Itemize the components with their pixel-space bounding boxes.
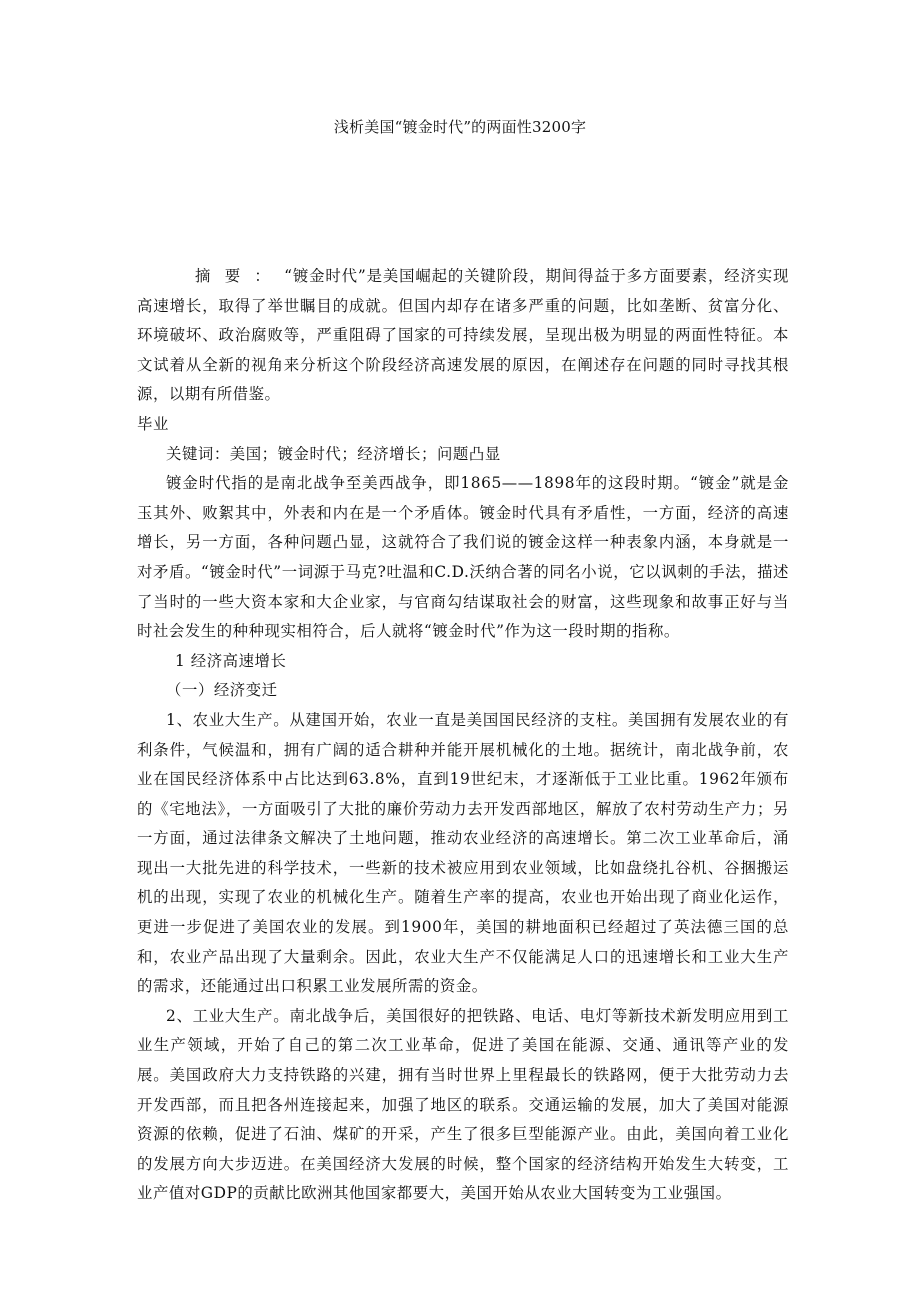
document-body: [137, 262, 789, 1209]
document-title: 浅析美国“镀金时代”的两面性3200字: [333, 118, 587, 136]
abstract-paragraph: [137, 262, 789, 410]
abstract-label: 摘要：: [195, 267, 285, 285]
subsection-heading-economic-change: （一）经济变迁: [166, 681, 278, 700]
intro-paragraph: 镀金时代指的是南北战争至美西战争，即1865——1898年的这段时期。“镀金”就是金玉其外、败絮其中，外表和内在是一个矛盾体。镀金时代具有矛盾性，一方面，经济的高速增长，另一方面，各种问题凸显，这就符合了我们说的镀金这样一种表象内涵，本身就是一对矛盾。“镀金时代”一词源于马克?吐温和C.D.沃纳合著的同名小说，它以讽刺的手法，描述了当时的一些大资本家和大企业家，与官商勾结谋取社会的财富，这些现象和故事正好与当时社会发生的种种现实相符合，后人就将“镀金时代”作为这一段时期的指称。: [137, 474, 789, 641]
agriculture-paragraph: 1、农业大生产。从建国开始，农业一直是美国国民经济的支柱。美国拥有发展农业的有利条件，气候温和，拥有广阔的适合耕种并能开展机械化的土地。据统计，南北战争前，农业在国民经济体系中占比达到63.8%，直到19世纪末，才逐渐低于工业比重。1962年颁布的《宅地法》，一方面吸引了大批的廉价劳动力去开发西部地区，解放了农村劳动生产力；另一方面，通过法律条文解决了土地问题，推动农业经济的高速增长。第二次工业革命后，涌现出一大批先进的科学技术，一些新的技术被应用到农业领域，比如盘绕扎谷机、谷捆搬运机的出现，实现了农业的机械化生产。随着生产率的提高，农业也开始出现了商业化运作，更进一步促进了美国农业的发展。到1900年，美国的耕地面积已经超过了英法德三国的总和，农业产品出现了大量剩余。因此，农业大生产不仅能满足人口的迅速增长和工业大生产的需求，还能通过出口积累工业发展所需的资金。: [137, 710, 789, 996]
industry-paragraph: 2、工业大生产。南北战争后，美国很好的把铁路、电话、电灯等新技术新发明应用到工业生产领域，开始了自己的第二次工业革命，促进了美国在能源、交通、通讯等产业的发展。美国政府大力支持铁路的兴建，拥有当时世界上里程最长的铁路网，便于大批劳动力去开发西部，而且把各州连接起来，加强了地区的联系。交通运输的发展，加大了美国对能源资源的依赖，促进了石油、煤矿的开采，产生了很多巨型能源产业。由此，美国向着工业化的发展方向大步迈进。在美国经济大发展的时候，整个国家的经济结构开始发生大转变，工业产值对GDP的贡献比欧洲其他国家都要大，美国开始从农业大国转变为工业强国。: [137, 1006, 789, 1203]
abstract-text: “镀金时代”是美国崛起的关键阶段，期间得益于多方面要素，经济实现高速增长，取得了举世瞩目的成就。但国内却存在诸多严重的问题，比如垄断、贫富分化、环境破坏、政治腐败等，严重阻碍了国家的可持续发展，呈现出极为明显的两面性特征。本文试着从全新的视角来分析这个阶段经济高速发展的原因，在阐述存在问题的同时寻找其根源，以期有所借鉴。: [137, 267, 789, 404]
keywords-line: 关键词：美国；镀金时代；经济增长；问题凸显: [166, 444, 501, 463]
section-heading-economic-growth: 1 经济高速增长: [175, 651, 287, 670]
graduate-label: 毕业: [137, 414, 169, 433]
